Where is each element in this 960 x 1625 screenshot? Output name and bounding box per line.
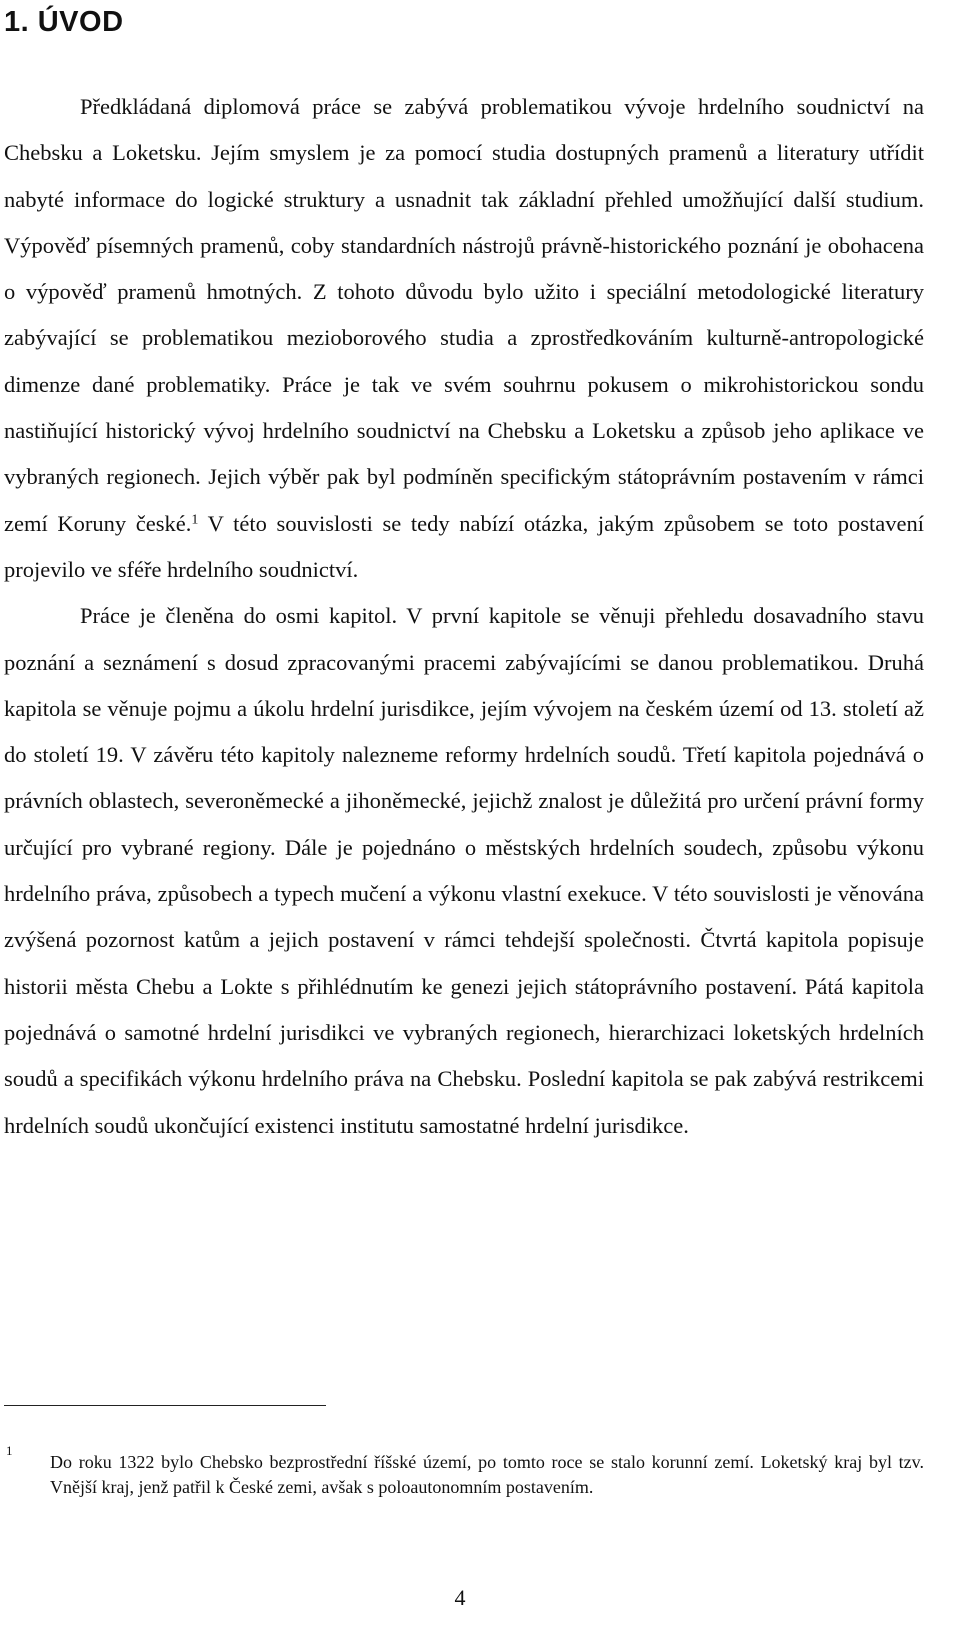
paragraph-introduction-text: Předkládaná diplomová práce se zabývá problematikou vývoje hrdelního soudnictví na Chebsku a Loketsku. Jejím smyslem je za pomocí studia dostupných pramenů a literatury utřídit nabyté informace do logické struktury a usnadnit tak základní přehled umožňující další studium. Výpověď písemných pramenů, coby standardních nástrojů právně-historického poznání je obohacena o výpověď pramenů hmotných. Z tohoto důvodu bylo užito i speciální metodologické literatury zabývající se problematikou mezioborového studia a zprostředkováním kulturně-antropologické dimenze dané problematiky. Práce je tak ve svém souhrnu pokusem o mikrohistorickou sondu nastiňující historický vývoj hrdelního soudnictví na Chebsku a Loketsku a způsob jeho aplikace ve vybraných regionech. Jejich výběr pak byl podmíněn specifickým státoprávním postavením v rámci zemí Koruny české.: [4, 94, 924, 536]
page-number: 4: [454, 1585, 466, 1610]
paragraph-introduction-continuation: V této souvislosti se tedy nabízí otázka, jakým způsobem se toto postavení projevilo ve sféře hrdelního soudnictví.: [4, 510, 925, 582]
footnote: [4, 1443, 924, 1500]
footnote-number: 1: [6, 1443, 13, 1458]
footnote-text: Do roku 1322 bylo Chebsko bezprostřední říšské území, po tomto roce se stalo korunní zemí. Loketský kraj byl tzv. Vnější kraj, jenž patřil k České zemi, avšak s poloautonomním postavením.: [50, 1452, 924, 1497]
chapter-heading: 1. ÚVOD: [4, 6, 124, 38]
paragraph-structure: Práce je členěna do osmi kapitol. V první kapitole se věnuji přehledu dosavadního stavu poznání a seznámení s dosud zpracovanými pracemi zabývajícími se danou problematikou. Druhá kapitola se věnuje pojmu a úkolu hrdelní jurisdikce, jejím vývojem na českém území od 13. století až do století 19. V závěru této kapitoly nalezneme reformy hrdelních soudů. Třetí kapitola pojednává o právních oblastech, severoněmecké a jihoněmecké, jejichž znalost je důležitá pro určení právní formy určující pro vybrané regiony. Dále je pojednáno o městských hrdelních soudech, způsobu výkonu hrdelního práva, způsobech a typech mučení a výkonu vlastní exekuce. V této souvislosti je věnována zvýšená pozornost katům a jejich postavení v rámci tehdejší společnosti. Čtvrtá kapitola popisuje historii města Chebu a Lokte s přihlédnutím ke genezi jejich státoprávního postavení. Pátá kapitola pojednává o samotné hrdelní jurisdikci ve vybraných regionech, hierarchizaci loketských hrdelních soudů a specifikách výkonu hrdelního práva na Chebsku. Poslední kapitola se pak zabývá restrikcemi hrdelních soudů ukončující existenci institutu samostatné hrdelní jurisdikce.: [4, 603, 924, 1138]
paragraph-introduction: [4, 84, 924, 593]
body-text: [4, 84, 924, 1149]
footnote-separator: [4, 1405, 326, 1406]
footnote-reference[interactable]: 1: [191, 511, 199, 527]
